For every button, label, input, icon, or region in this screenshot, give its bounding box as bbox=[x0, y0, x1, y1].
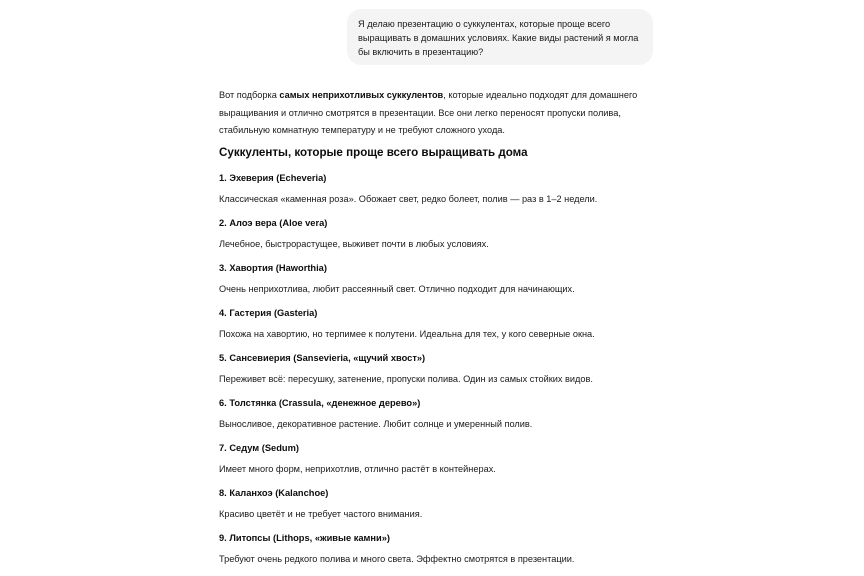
plant-item bbox=[219, 172, 659, 204]
plant-description: Переживет всё: пересушку, затенение, пропуски полива. Один из самых стойких видов. bbox=[219, 374, 593, 384]
plant-description: Красиво цветёт и не требует частого внимания. bbox=[219, 509, 423, 519]
plant-description: Лечебное, быстрорастущее, выживет почти в любых условиях. bbox=[219, 239, 489, 249]
section-heading: Суккуленты, которые проще всего выращивать дома bbox=[219, 146, 528, 159]
plant-title: 5. Сансевиерия (Sansevieria, «щучий хвост») bbox=[219, 353, 426, 363]
plant-item bbox=[219, 262, 659, 294]
plant-title: 1. Эхеверия (Echeveria) bbox=[219, 173, 327, 183]
plant-title: 7. Седум (Sedum) bbox=[219, 443, 299, 453]
plant-description: Выносливое, декоративное растение. Любит солнце и умеренный полив. bbox=[219, 419, 533, 429]
plant-item bbox=[219, 217, 659, 249]
user-message-bubble bbox=[347, 9, 653, 65]
plant-description: Очень неприхотлива, любит рассеянный свет. Отлично подходит для начинающих. bbox=[219, 284, 575, 294]
plant-item bbox=[219, 532, 659, 564]
user-message-text: Я делаю презентацию о суккулентах, которые проще всего выращивать в домашних условиях. Какие виды растений я могла бы включить в презентацию? bbox=[358, 19, 639, 57]
plant-item bbox=[219, 442, 659, 474]
plant-title: 8. Каланхоэ (Kalanchoe) bbox=[219, 488, 329, 498]
plant-title: 2. Алоэ вера (Aloe vera) bbox=[219, 218, 328, 228]
plant-title: 4. Гастерия (Gasteria) bbox=[219, 308, 318, 318]
plant-item bbox=[219, 307, 659, 339]
assistant-answer bbox=[219, 87, 659, 564]
plant-item bbox=[219, 352, 659, 384]
intro-bold-text: самых неприхотливых суккулентов bbox=[279, 90, 444, 100]
plant-description: Похожа на хавортию, но терпимее к полутени. Идеальна для тех, у кого северные окна. bbox=[219, 329, 595, 339]
plant-title: 6. Толстянка (Crassula, «денежное дерево») bbox=[219, 398, 421, 408]
intro-text-end: , которые идеально подходят для домашнего выращивания и отлично смотрятся в презентации. Все они легко переносят пропуски полива, стабильную комнатную температуру и не требуют сложного ухода. bbox=[219, 90, 638, 135]
intro-text-start: Вот подборка bbox=[219, 90, 280, 100]
plant-description: Имеет много форм, неприхотлив, отлично растёт в контейнерах. bbox=[219, 464, 496, 474]
plant-item bbox=[219, 487, 659, 519]
plant-item bbox=[219, 397, 659, 429]
plant-description: Требуют очень редкого полива и много света. Эффектно смотрятся в презентации. bbox=[219, 554, 575, 564]
answer-intro bbox=[219, 87, 659, 140]
plant-title: 9. Литопсы (Lithops, «живые камни») bbox=[219, 533, 391, 543]
plant-description: Классическая «каменная роза». Обожает свет, редко болеет, полив — раз в 1–2 недели. bbox=[219, 194, 598, 204]
plant-title: 3. Хавортия (Haworthia) bbox=[219, 263, 327, 273]
